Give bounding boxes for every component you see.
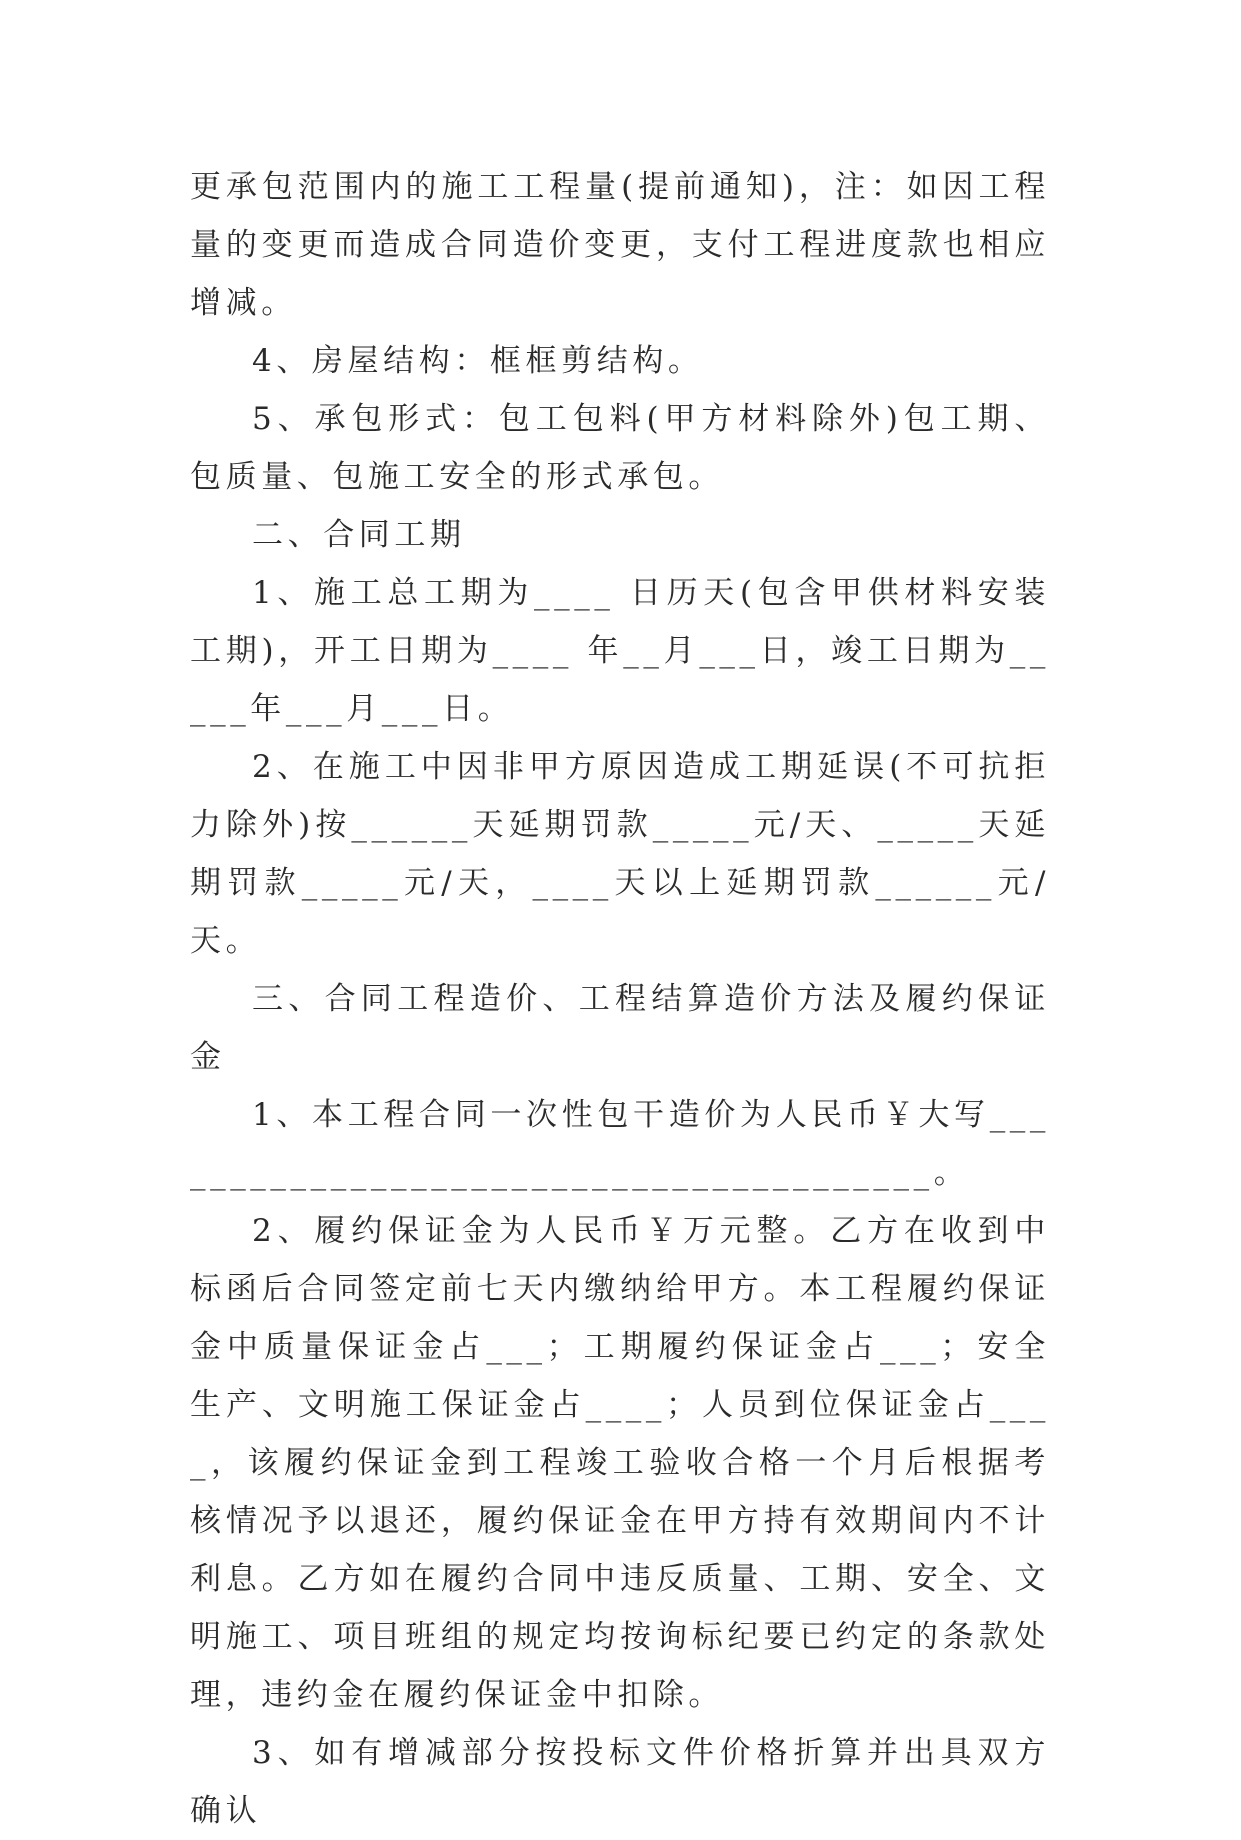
section-heading-contract-period: 二、合同工期 <box>252 517 466 553</box>
paragraph-lump-sum-price: 1、本工程合同一次性包干造价为人民币￥大写________________________________________。 <box>190 1097 1050 1191</box>
paragraph-house-structure: 4、房屋结构：框框剪结构。 <box>252 343 704 379</box>
paragraph-performance-bond: 2、履约保证金为人民币￥万元整。乙方在收到中标函后合同签定前七天内缴纳给甲方。本工程履约保证金中质量保证金占___；工期履约保证金占___；安全生产、文明施工保证金占____；人员到位保证金占____，该履约保证金到工程竣工验收合格一个月后根据考核情况予以退还，履约保证金在甲方持有效期间内不计利息。乙方如在履约合同中违反质量、工期、安全、文明施工、项目班组的规定均按询标纪要已约定的条款处理，违约金在履约保证金中扣除。 <box>190 1213 1050 1713</box>
paragraph-adjustments: 3、如有增减部分按投标文件价格折算并出具双方确认 <box>190 1735 1050 1829</box>
paragraph-scope-change: 更承包范围内的施工工程量(提前通知)，注：如因工程量的变更而造成合同造价变更，支付工程进度款也相应增减。 <box>190 169 1050 321</box>
paragraph-contract-form: 5、承包形式：包工包料(甲方材料除外)包工期、包质量、包施工安全的形式承包。 <box>190 401 1050 495</box>
paragraph-delay-penalty: 2、在施工中因非甲方原因造成工期延误(不可抗拒力除外)按______天延期罚款_____元/天、_____天延期罚款_____元/天，____天以上延期罚款______元/天。 <box>190 749 1050 959</box>
paragraph-total-period: 1、施工总工期为____ 日历天(包含甲供材料安装工期)，开工日期为____ 年__月___日，竣工日期为_____年___月___日。 <box>190 575 1050 727</box>
section-heading-contract-price: 三、合同工程造价、工程结算造价方法及履约保证金 <box>190 981 1050 1075</box>
document-body <box>190 158 1050 1840</box>
